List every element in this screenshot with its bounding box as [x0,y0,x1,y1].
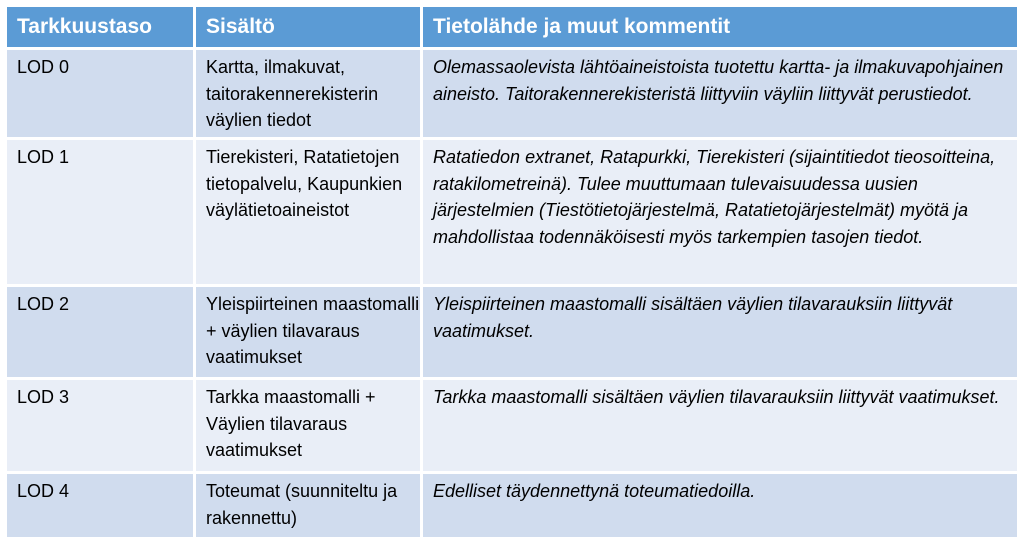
row-content: Tierekisteri, Ratatietojen tietopalvelu, Kaupunkien väylätietoaineistot [195,139,422,286]
lod-table [4,4,1020,540]
row-level: LOD 1 [6,139,195,286]
row-comment: Olemassaolevista lähtöaineistoista tuotettu kartta- ja ilmakuvapohjainen aineisto. Taitorakennerekisteristä liittyviin väyliin liittyvät perustiedot. [422,49,1019,139]
row-content: Toteumat (suunniteltu ja rakennettu) [195,473,422,539]
header-row [6,6,1019,49]
table-row [6,379,1019,473]
row-comment: Edelliset täydennettynä toteumatiedoilla. [422,473,1019,539]
row-content: Yleispiirteinen maastomalli + väylien tilavaraus vaatimukset [195,286,422,379]
row-comment: Tarkka maastomalli sisältäen väylien tilavarauksiin liittyvät vaatimukset. [422,379,1019,473]
header-level: Tarkkuustaso [6,6,195,49]
row-level: LOD 2 [6,286,195,379]
row-content: Tarkka maastomalli + Väylien tilavaraus vaatimukset [195,379,422,473]
row-level: LOD 0 [6,49,195,139]
row-level: LOD 4 [6,473,195,539]
row-comment: Ratatiedon extranet, Ratapurkki, Tierekisteri (sijaintitiedot tieosoitteina, ratakilometreinä). Tulee muuttumaan tulevaisuudessa uusien järjestelmien (Tiestötietojärjestelmä, Ratatietojärjestelmät) myötä ja mahdollistaa todennäköisesti myös tarkempien tasojen tiedot. [422,139,1019,286]
table-row [6,139,1019,286]
row-level: LOD 3 [6,379,195,473]
row-content: Kartta, ilmakuvat, taitorakennerekisterin väylien tiedot [195,49,422,139]
table-row [6,286,1019,379]
row-comment: Yleispiirteinen maastomalli sisältäen väylien tilavarauksiin liittyvät vaatimukset. [422,286,1019,379]
header-comment: Tietolähde ja muut kommentit [422,6,1019,49]
table-row [6,49,1019,139]
header-content: Sisältö [195,6,422,49]
table-row [6,473,1019,539]
